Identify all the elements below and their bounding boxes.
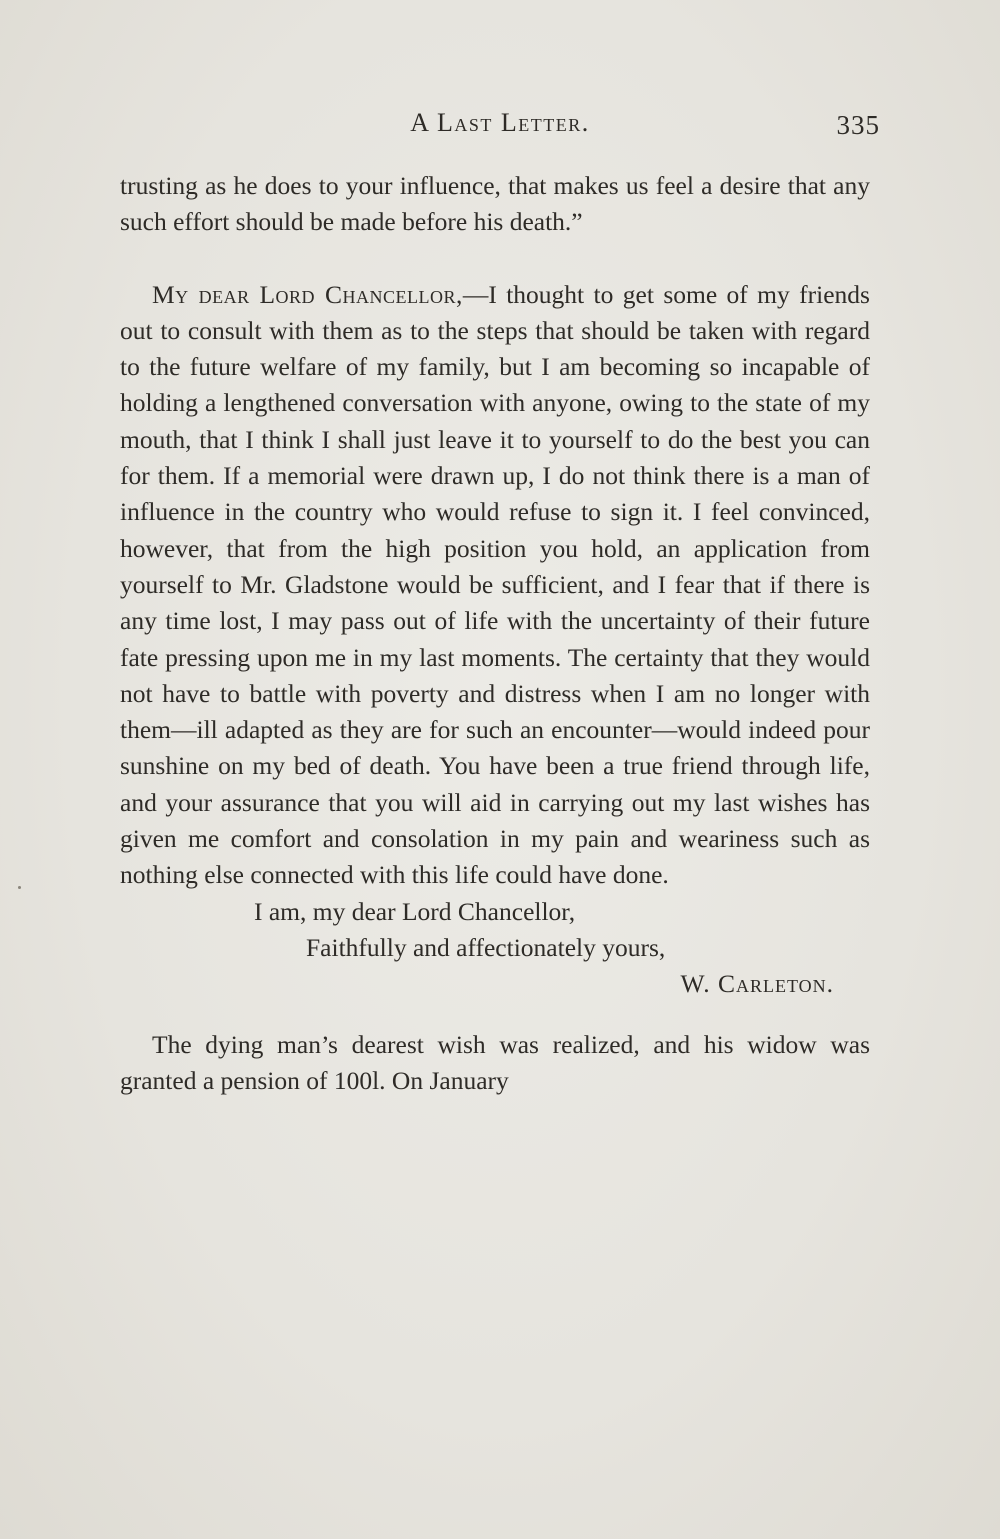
body-text xyxy=(120,168,870,1099)
quote-continuation: trusting as he does to your influence, that makes us feel a desire that any such effort should be made before his death.” xyxy=(120,171,870,237)
letter-closing-line-2: Faithfully and affectionately yours, xyxy=(306,932,666,962)
letter-salutation: My dear Lord Chancellor, xyxy=(152,279,463,309)
final-paragraph: The dying man’s dearest wish was realized, and his widow was granted a pension of 100l. On January xyxy=(120,1029,870,1095)
letter-text: —I thought to get some of my friends out to consult with them as to the steps that should be taken with regard to the future welfare of my family, but I am becoming so incapable of holding a lengthened conversation with anyone, owing to the state of my mouth, that I think I shall just leave it to yourself to do the best you can for them. If a memorial were drawn up, I do not think there is a man of influence in the country who would refuse to sign it. I feel convinced, however, that from the high position you hold, an application from yourself to Mr. Gladstone would be sufficient, and I fear that if there is any time lost, I may pass out of life with the uncertainty of their future fate pressing upon me in my last moments. The certainty that they would not have to battle with poverty and distress when I am no longer with them—ill adapted as they are for such an encounter—would indeed pour sunshine on my bed of death. You have been a true friend through life, and your assurance that you will aid in carrying out my last wishes has given me comfort and consolation in my pain and weariness such as nothing else connected with this life could have done. xyxy=(120,279,870,890)
letter-closing-line-1: I am, my dear Lord Chancellor, xyxy=(254,896,576,926)
letter-paragraph xyxy=(120,277,870,894)
chapter-title: A Last Letter. xyxy=(410,108,590,137)
paper-speck xyxy=(18,886,21,889)
letter-signature: W. Carleton. xyxy=(680,969,834,999)
letter-signature-line xyxy=(120,966,870,1002)
running-header xyxy=(120,108,880,148)
page-number: 335 xyxy=(836,110,880,140)
